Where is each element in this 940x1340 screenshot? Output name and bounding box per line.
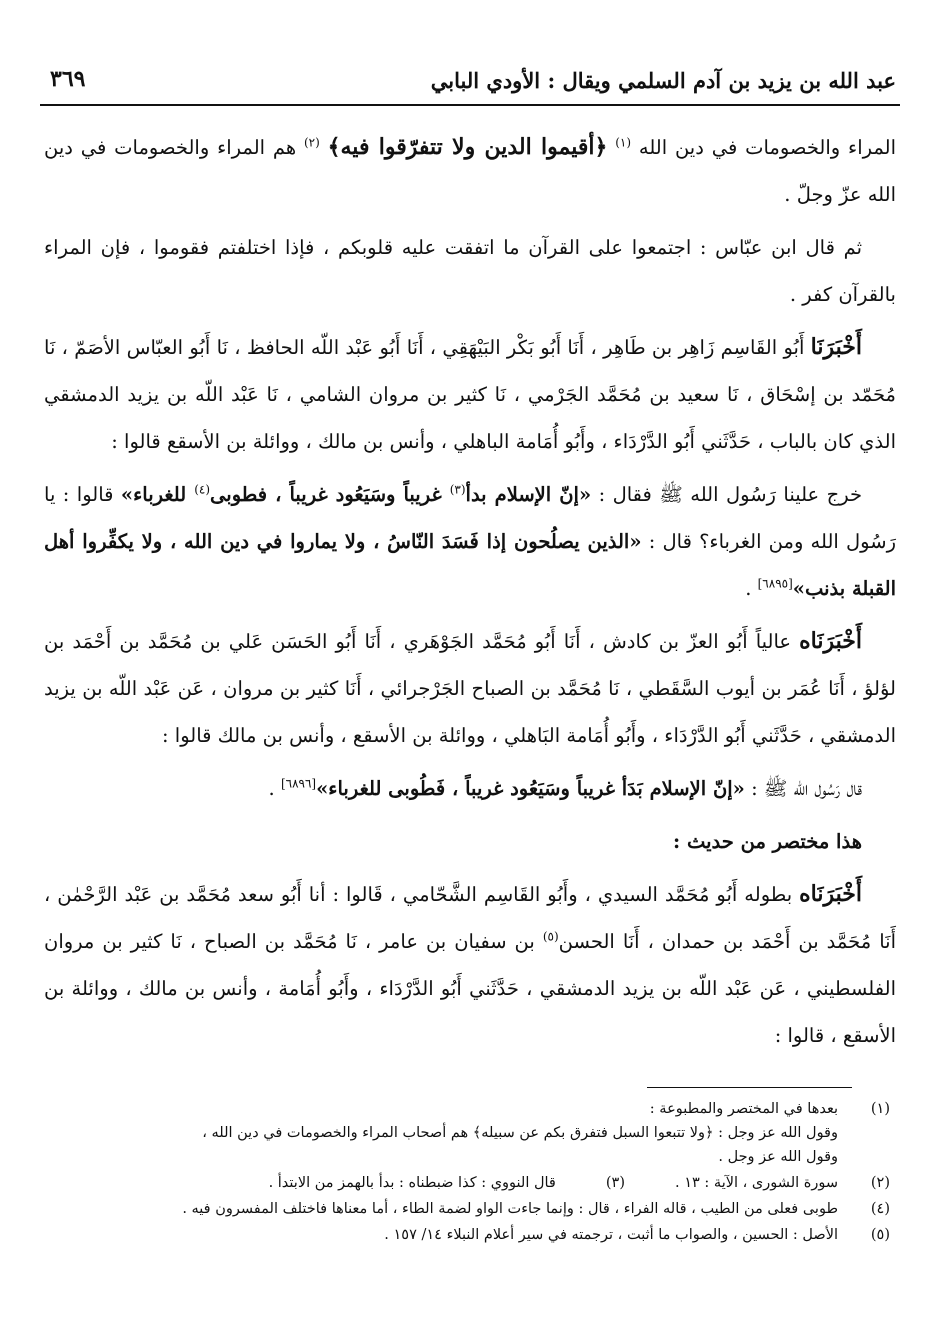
hadith-number: [٦٨٩٥]	[757, 576, 793, 591]
isnad-text: أَبُو القَاسِم زَاهِر بن طَاهِر ، أَنَا أَبُو بَكْر البَيْهَقِي ، أَنَا أَبُو عَبْد اللّه الحافظ ، نَا أَبُو العبّاس الأصَمّ ، نَا مُحَمّد بن إسْحَاق ، نَا سعيد بن مُحَمَّد الجَرْمي ، نَا كثير بن مروان الشامي ، نَا عَبْد اللّه بن يزيد الدمشقي الذي كان بالباب ، حَدَّثَني أَبُو الدَّرْدَاء ، وأَبُو أُمَامة الباهلي ، وأنس بن مالك ، ووائلة بن الأسقع قالوا :	[44, 336, 896, 453]
text-run: قال رَسُول الله ﷺ :	[744, 777, 862, 800]
footnote-body	[66, 1171, 838, 1195]
footnote-body	[66, 1097, 838, 1169]
footnote-number: (٤)	[870, 1201, 890, 1217]
text-run: قالوا : يا رَسُول الله ومن الغرباء؟ قال :	[44, 483, 897, 553]
footnote-ref-4: (٤)	[194, 482, 211, 497]
footnote-body: طوبى فعلى من الطيب ، قاله الفراء ، قال : وإنما جاءت الواو لضمة الطاء ، أما معناها فاختلف المفسرون فيه .	[182, 1201, 838, 1217]
hadith-quote: «إنّ الإسلام بدأ	[465, 483, 592, 506]
footnote-ref-5: (٥)	[542, 929, 559, 944]
paragraph-3	[44, 324, 896, 465]
text-run: المراء والخصومات في دين الله	[638, 136, 897, 159]
text-run: هذا مختصر من حديث :	[672, 830, 862, 853]
isnad-text: بطوله أَبُو مُحَمَّد السيدي ، وأَبُو القَاسِم الشَّحّامي ، قَالوا : أنا أَبُو سعد مُحَمَّد بن عَبْد الرَّحْمٰن ، أَنَا مُحَمَّد بن أَحْمَد بن حمدان ، أَنَا الحسن	[44, 883, 896, 953]
text-run: .	[268, 777, 275, 800]
text-run: خرج علينا رَسُول الله ﷺ فقال :	[591, 483, 863, 506]
header-title: عبد الله بن يزيد بن آدم السلمي ويقال : الأودي البابي	[430, 68, 896, 93]
footnote-line: بعدها في المختصر والمطبوعة :	[649, 1101, 838, 1117]
isnad-text: عالياً أَبُو العزّ بن كادش ، أَنَا أَبُو مُحَمَّد الجَوْهَري ، أَنَا أَبُو الحَسَن عَلي بن مُحَمَّد بن أَحْمَد بن لؤلؤ ، أَنَا عُمَر بن أيوب السَّقَطي ، نَا مُحَمَّد بن الصباح الجَرْجرائي ، أَنَا كثير بن مروان ، عَن عَبْد اللّه بن يزيد الدمشقي ، حَدَّثَني أَبُو الدَّرْدَاء ، وأَبُو أُمَامة البَاهلي ، ووائلة بن الأسقع ، وأنس بن مالك قالوا :	[44, 630, 896, 747]
footnote-line: وقول الله عز وجل .	[718, 1149, 838, 1165]
hadith-quote: «إنّ الإسلام بَدَأ غريباً وسَيَعُود غريباً ، فَطُوبى للغرباء»	[316, 777, 745, 800]
footnote-number: (١)	[870, 1101, 890, 1117]
isnad-lead: أَخْبَرَنَاه	[799, 881, 862, 907]
footnotes	[66, 1097, 890, 1249]
footnote-number: (٥)	[870, 1227, 890, 1243]
isnad-lead: أَخْبَرَنَا	[810, 334, 862, 360]
footnote-ref-3: (٣)	[449, 482, 466, 497]
footnote-ref-2: (٢)	[303, 135, 320, 150]
paragraph-8	[44, 871, 896, 1059]
footnote-number: (٢)	[870, 1175, 890, 1191]
footnote-4	[66, 1197, 890, 1221]
footnote-body: الأصل : الحسين ، والصواب ما أثبت ، ترجمته في سير أعلام النبلاء ١٤/ ١٥٧ .	[384, 1227, 838, 1243]
footnote-2-text: سورة الشورى ، الآية : ١٣ .	[675, 1175, 838, 1191]
running-header	[40, 56, 900, 106]
isnad-text: بن سفيان بن عامر ، نَا مُحَمَّد بن الصباح ، نَا كثير بن مروان الفلسطيني ، عَن عَبْد اللّه بن يزيد الدمشقي ، حَدَّثَني أَبُو الدَّرْدَاء ، وأَبُو أُمَامة ، وأنس بن مالك ، ووائلة بن الأسقع ، قالوا :	[44, 930, 896, 1047]
hadith-number: [٦٨٩٦]	[280, 776, 317, 791]
paragraph-4	[44, 471, 896, 612]
paragraph-5	[44, 618, 896, 759]
page-number: ٣٦٩	[50, 66, 86, 92]
text-run: ثم قال ابن عبّاس : اجتمعوا على القرآن ما اتفقت عليه قلوبكم ، فإذا اختلفتم فقوموا ، فإن المراء بالقرآن كفر .	[44, 236, 896, 306]
footnote-5	[66, 1223, 890, 1247]
isnad-lead: أَخْبَرَنَاه	[799, 628, 862, 654]
paragraph-7	[44, 818, 896, 865]
footnote-1	[66, 1097, 890, 1169]
hadith-quote: غريباً وسَيَعُود غريباً ، فطوبى	[210, 483, 450, 506]
text-run: هم المراء والخصومات في دين الله عزّ وجلّ .	[44, 136, 896, 206]
main-text	[44, 124, 896, 1065]
paragraph-6	[44, 765, 896, 812]
footnote-2-3-row	[66, 1171, 890, 1195]
footnote-divider	[647, 1087, 852, 1088]
footnote-line: وقول الله عز وجل : ﴿ولا تتبعوا السبل فتفرق بكم عن سبيله﴾ هم أصحاب المراء والخصومات في دين الله ،	[202, 1125, 838, 1141]
quran-quote: ﴿أقيموا الدين ولا تتفرّقوا فيه﴾	[327, 134, 608, 160]
text-run: .	[745, 577, 752, 600]
paragraph-1	[44, 124, 896, 218]
footnote-3-text: قال النووي : كذا ضبطناه : بدأ بالهمز من الابتدأ .	[268, 1175, 556, 1191]
hadith-quote: للغرباء»	[120, 483, 195, 506]
paragraph-2	[44, 224, 896, 318]
footnote-3-number: (٣)	[605, 1175, 626, 1191]
hadith-quote: «الذين يصلُحون إذا فَسَدَ النّاسُ ، ولا يماروا في دين الله ، ولا يكفِّروا أهل القبلة بذنب»	[44, 530, 896, 600]
footnote-ref-1: (١)	[615, 135, 632, 150]
